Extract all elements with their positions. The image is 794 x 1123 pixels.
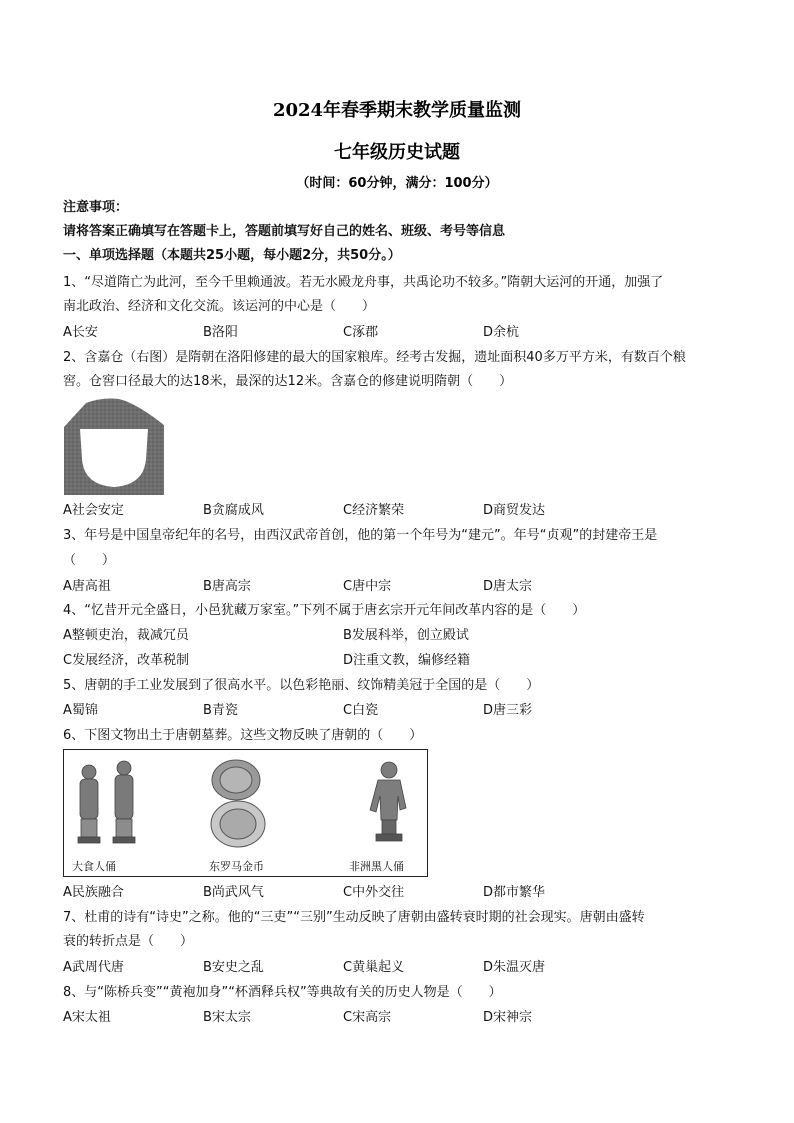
artifacts-figure xyxy=(63,749,428,877)
question-3-line-1: 3、年号是中国皇帝纪年的名号，由西汉武帝首创，他的第一个年号为“建元”。年号“贞观”的封建帝王是 xyxy=(63,528,658,543)
question-8-option-d: D宋神宗 xyxy=(483,1010,533,1025)
question-8-option-b: B宋太宗 xyxy=(203,1010,251,1025)
question-5-option-a: A蜀锦 xyxy=(63,703,98,718)
exam-time-info: （时间：60分钟，满分：100分） xyxy=(296,176,498,191)
granary-pit-image xyxy=(64,397,164,495)
question-7-option-d: D朱温灭唐 xyxy=(483,960,546,975)
caption-african-figurine: 非洲黑人俑 xyxy=(349,860,404,873)
question-4-option-a: A整顿吏治，裁减冗员 xyxy=(63,628,189,643)
question-1-line-2: 南北政治、经济和文化交流。该运河的中心是（ ） xyxy=(63,299,376,314)
arab-figurine-image xyxy=(78,761,135,843)
question-4-option-c: C发展经济，改革税制 xyxy=(63,653,190,668)
question-2-line-2: 窖。仓窖口径最大的达18米，最深的达12米。含嘉仓的修建说明隋朝（ ） xyxy=(63,374,513,389)
question-4-option-b: B发展科举，创立殿试 xyxy=(343,628,469,643)
question-6-line-1: 6、下图文物出土于唐朝墓葬。这些文物反映了唐朝的（ ） xyxy=(63,728,423,743)
question-8-option-a: A宋太祖 xyxy=(63,1010,111,1025)
question-1-option-c: C涿郡 xyxy=(343,325,379,340)
question-8-line-1: 8、与“陈桥兵变”“黄袍加身”“杯酒释兵权”等典故有关的历史人物是（ ） xyxy=(63,985,502,1000)
notes-text: 请将答案正确填写在答题卡上，答题前填写好自己的姓名、班级、考号等信息 xyxy=(63,224,506,239)
question-6-option-c: C中外交往 xyxy=(343,885,405,900)
african-figurine-image xyxy=(370,762,406,841)
question-7-option-b: B安史之乱 xyxy=(203,960,264,975)
question-2-line-1: 2、含嘉仓（右图）是隋朝在洛阳修建的最大的国家粮库。经考古发掘，遗址面积40多万平方米，有数百个粮 xyxy=(63,350,686,365)
question-2-option-d: D商贸发达 xyxy=(483,503,546,518)
section-heading: 一、单项选择题（本题共25小题，每小题2分，共50分。） xyxy=(63,248,401,263)
question-5-option-d: D唐三彩 xyxy=(483,703,533,718)
question-2-option-c: C经济繁荣 xyxy=(343,503,405,518)
notes-label: 注意事项： xyxy=(63,200,129,215)
question-2-option-a: A社会安定 xyxy=(63,503,124,518)
question-2-option-b: B贪腐成风 xyxy=(203,503,264,518)
question-3-line-2: （ ） xyxy=(63,553,116,568)
question-5-line-1: 5、唐朝的手工业发展到了很高水平。以色彩艳丽、纹饰精美冠于全国的是（ ） xyxy=(63,678,540,693)
question-1-option-b: B洛阳 xyxy=(203,325,238,340)
question-7-line-1: 7、杜甫的诗有“诗史”之称。他的“三吏”“三别”生动反映了唐朝由盛转衰时期的社会现实。唐朝由盛转 xyxy=(63,910,645,925)
question-4-line-1: 4、“忆昔开元全盛日，小邑犹藏万家室。”下列不属于唐玄宗开元年间改革内容的是（ ） xyxy=(63,603,586,618)
question-7-option-a: A武周代唐 xyxy=(63,960,124,975)
caption-roman-coin: 东罗马金币 xyxy=(209,860,264,873)
question-3-option-a: A唐高祖 xyxy=(63,579,111,594)
question-8-option-c: C宋高宗 xyxy=(343,1010,392,1025)
question-1-option-a: A长安 xyxy=(63,325,98,340)
question-5-option-c: C白瓷 xyxy=(343,703,379,718)
question-7-option-c: C黄巢起义 xyxy=(343,960,405,975)
question-6-option-b: B尚武风气 xyxy=(203,885,264,900)
question-3-option-d: D唐太宗 xyxy=(483,579,533,594)
question-3-option-c: C唐中宗 xyxy=(343,579,392,594)
question-6-option-d: D都市繁华 xyxy=(483,885,546,900)
question-4-option-d: D注重文教，编修经籍 xyxy=(343,653,471,668)
exam-title: 2024年春季期末教学质量监测 xyxy=(272,100,522,121)
question-3-option-b: B唐高宗 xyxy=(203,579,251,594)
question-6-option-a: A民族融合 xyxy=(63,885,124,900)
caption-arab-figurine: 大食人俑 xyxy=(72,860,116,873)
question-1-line-1: 1、“尽道隋亡为此河，至今千里赖通波。若无水殿龙舟事，共禹论功不较多。”隋朝大运河的开通，加强了 xyxy=(63,275,664,290)
question-5-option-b: B青瓷 xyxy=(203,703,238,718)
roman-coin-image xyxy=(211,760,265,847)
exam-subtitle: 七年级历史试题 xyxy=(334,142,460,163)
question-1-option-d: D余杭 xyxy=(483,325,520,340)
question-7-line-2: 衰的转折点是（ ） xyxy=(63,934,194,949)
